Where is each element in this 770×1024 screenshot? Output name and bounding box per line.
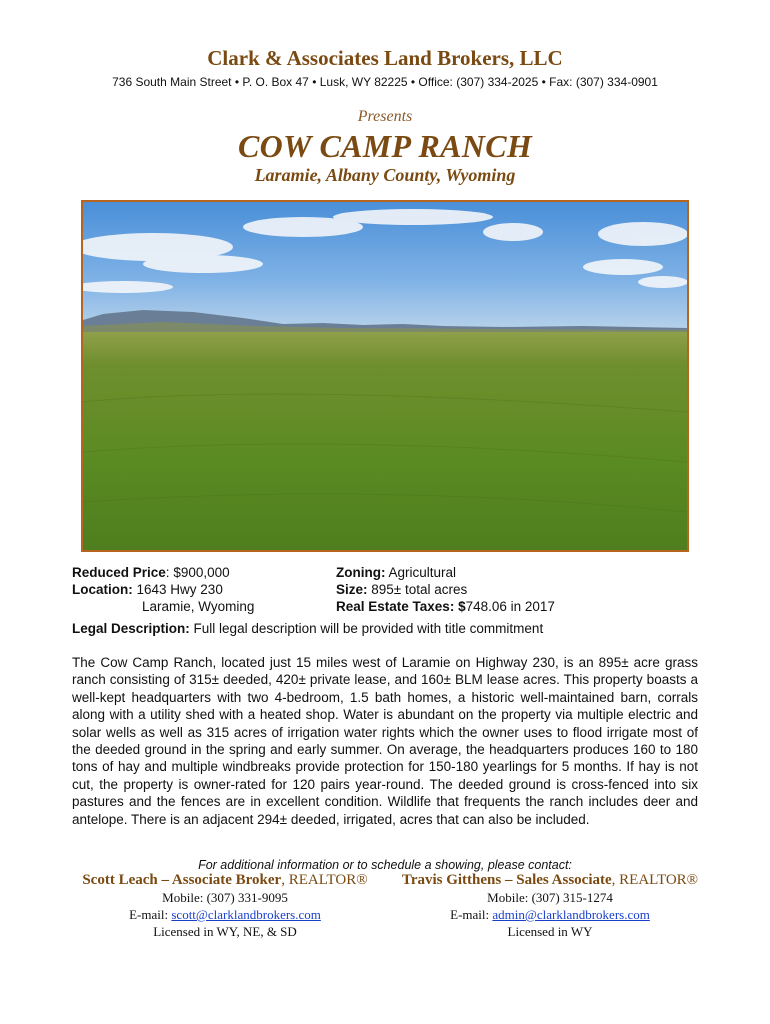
agent-name-row <box>60 872 390 889</box>
agent-email-row <box>60 906 390 923</box>
company-name: Clark & Associates Land Brokers, LLC <box>207 46 563 70</box>
taxes-value: 748.06 in 2017 <box>465 599 555 614</box>
location-row <box>72 581 332 598</box>
agent-name: Travis Gitthens – Sales Associate <box>401 872 612 888</box>
legal-label: Legal Description: <box>72 621 190 636</box>
location-line2: Laramie, Wyoming <box>142 599 255 614</box>
size-value: 895± total acres <box>371 582 468 597</box>
agent-mobile: Mobile: (307) 331-9095 <box>162 890 288 905</box>
legal-text: Full legal description will be provided with title commitment <box>193 621 544 636</box>
property-photo <box>81 200 689 552</box>
agent-mobile: Mobile: (307) 315-1274 <box>487 890 613 905</box>
zoning-row <box>336 564 636 581</box>
agent-realtor: , REALTOR® <box>281 872 368 888</box>
facts-right-column <box>336 564 636 615</box>
agent-email-label: E-mail: <box>129 907 172 922</box>
zoning-label: Zoning: <box>336 565 386 580</box>
size-row <box>336 581 636 598</box>
property-description: The Cow Camp Ranch, located just 15 miles west of Laramie on Highway 230, is an 895± acre grass ranch consisting of 315± deeded, 420± private lease, and 160± BLM lease acres. This property boasts a well-kept headquarters with two 4-bedroom, 1.5 bath homes, a historic well-maintained barn, corrals along with a utility shed with a heated shop. Water is abundant on the property via multiple electric and solar wells as well as 315 acres of irrigation water rights which the owner uses to flood irrigate most of the deeded ground in the spring and early summer. On average, the headquarters produces 160 to 180 tons of hay and multiple windbreaks provide protection for 150-180 yearlings for 5 months. If hay is not cut, the property is owner-rated for 120 pairs year-round. The deeded ground is cross-fenced into six pastures and the fences are in excellent condition. Wildlife that frequents the ranch includes deer and antelope. There is an adjacent 294± deeded, irrigated, acres that can also be included. <box>72 655 698 827</box>
agent-email-label: E-mail: <box>450 907 493 922</box>
taxes-dollar: $ <box>458 599 466 614</box>
agent-card-travis <box>390 872 710 940</box>
location-line1: 1643 Hwy 230 <box>136 582 223 597</box>
agent-name-row <box>390 872 710 889</box>
taxes-label: Real Estate Taxes: <box>336 599 455 614</box>
price-row: Reduced Price: $900,000 <box>72 565 230 580</box>
grassland-landscape-image <box>83 202 687 550</box>
agent-email-link[interactable]: scott@clarklandbrokers.com <box>171 907 321 922</box>
agent-license: Licensed in WY <box>507 924 593 939</box>
agent-email-row <box>390 906 710 923</box>
agent-name: Scott Leach – Associate Broker <box>82 872 282 888</box>
agent-license: Licensed in WY, NE, & SD <box>153 924 297 939</box>
price-value: $900,000 <box>173 565 230 580</box>
property-location-subtitle: Laramie, Albany County, Wyoming <box>254 165 516 185</box>
location-label: Location: <box>72 582 133 597</box>
zoning-value: Agricultural <box>388 565 457 580</box>
agent-realtor: , REALTOR® <box>611 872 699 888</box>
contact-note: For additional information or to schedule a showing, please contact: <box>198 858 572 872</box>
property-title: COW CAMP RANCH <box>237 128 533 164</box>
company-address: 736 South Main Street • P. O. Box 47 • Lusk, WY 82225 • Office: (307) 334-2025 • Fax: (307) 334-0901 <box>112 75 658 89</box>
legal-description <box>72 621 712 636</box>
agent-card-scott <box>60 872 390 940</box>
price-label: Reduced Price <box>72 565 166 580</box>
agent-email-link[interactable]: admin@clarklandbrokers.com <box>492 907 650 922</box>
facts-left-column <box>72 564 332 615</box>
taxes-row <box>336 598 636 615</box>
presents-label: Presents <box>357 108 413 125</box>
size-label: Size: <box>336 582 368 597</box>
